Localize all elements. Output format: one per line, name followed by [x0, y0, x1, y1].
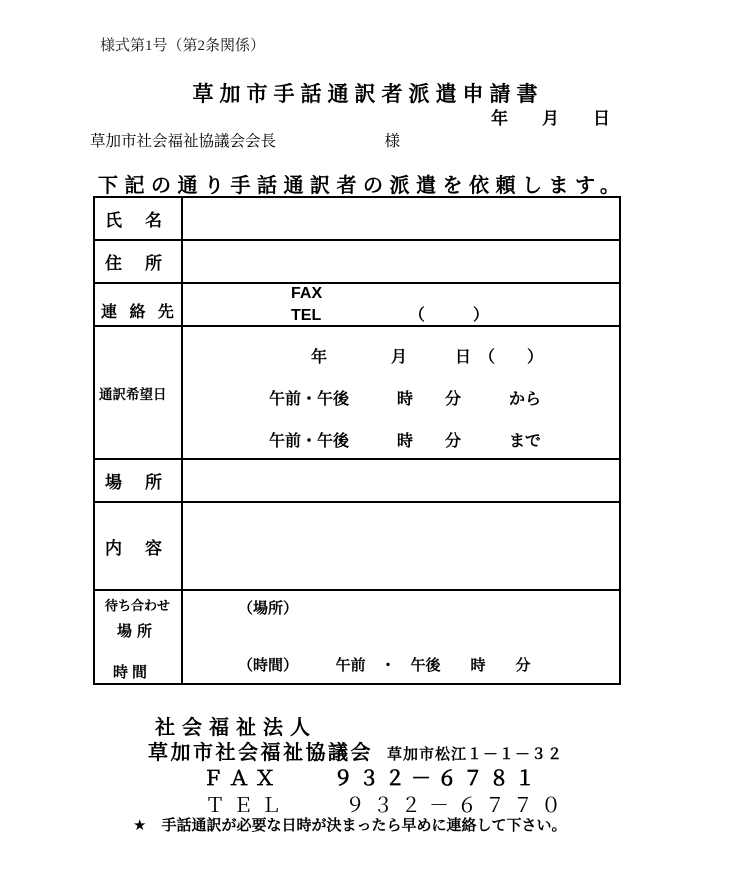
- desired-date-value-cell: [183, 327, 619, 458]
- date-line: 年 月 日: [491, 109, 610, 128]
- table-row-address: [95, 241, 619, 284]
- desired-end-time-line: 午前・午後 時 分 まで: [269, 433, 542, 450]
- place-value-cell: [183, 460, 619, 501]
- contact-label: 連 絡 先: [95, 284, 183, 325]
- name-label: 氏 名: [95, 198, 183, 239]
- desired-start-time-line: 午前・午後 時 分 から: [269, 391, 542, 408]
- org-line: [148, 736, 563, 765]
- table-row-contact: [95, 284, 619, 327]
- meeting-label-line3: 時間: [113, 664, 152, 681]
- footer-note: ★ 手話通訳が必要な日時が決まったら早めに連絡して下さい。: [133, 817, 567, 834]
- meeting-label: [95, 591, 183, 683]
- org-type: 社会福祉法人: [155, 717, 317, 739]
- meeting-label-line1: 待ち合わせ: [105, 598, 171, 613]
- contact-fax-line: FAX: [291, 284, 323, 302]
- meeting-place-line: （場所）: [238, 600, 299, 617]
- meeting-value-cell: [183, 591, 619, 683]
- meeting-time-line: （時間） 午前 ・ 午後 時 分: [238, 657, 531, 674]
- org-fax-line: ＦＡＸ ９３２－６７８１: [203, 768, 541, 790]
- org-name: 草加市社会福祉協議会: [148, 742, 373, 764]
- table-row-place: [95, 460, 619, 503]
- contact-value-cell: [183, 284, 619, 325]
- place-label: 場 所: [95, 460, 183, 501]
- meeting-label-line2: 場所: [117, 623, 158, 640]
- content-label: 内 容: [95, 503, 183, 589]
- table-row-desired-date: [95, 327, 619, 460]
- org-address: 草加市松江１－１－３２: [387, 746, 564, 763]
- name-value-cell: [183, 198, 619, 239]
- table-row-content: [95, 503, 619, 591]
- request-statement: 下記の通り手話通訳者の派遣を依頼します。: [98, 175, 627, 197]
- contact-tel-line: TEL （ ）: [291, 306, 489, 324]
- addressee-line: 草加市社会福祉協議会会長 様: [90, 133, 401, 150]
- desired-date-label: 通訳希望日: [95, 327, 183, 458]
- content-value-cell: [183, 503, 619, 589]
- address-value-cell: [183, 241, 619, 282]
- table-row-name: [95, 198, 619, 241]
- page-title: 草加市手話通訳者派遣申請書: [192, 83, 544, 106]
- table-row-meeting: [95, 591, 619, 683]
- org-tel-line: ＴＥＬ ９３２－６７７０: [205, 795, 569, 817]
- address-label: 住 所: [95, 241, 183, 282]
- desired-date-line: 年 月 日 （ ）: [311, 349, 544, 366]
- form-number: 様式第1号（第2条関係）: [100, 38, 266, 54]
- application-table: [93, 196, 621, 685]
